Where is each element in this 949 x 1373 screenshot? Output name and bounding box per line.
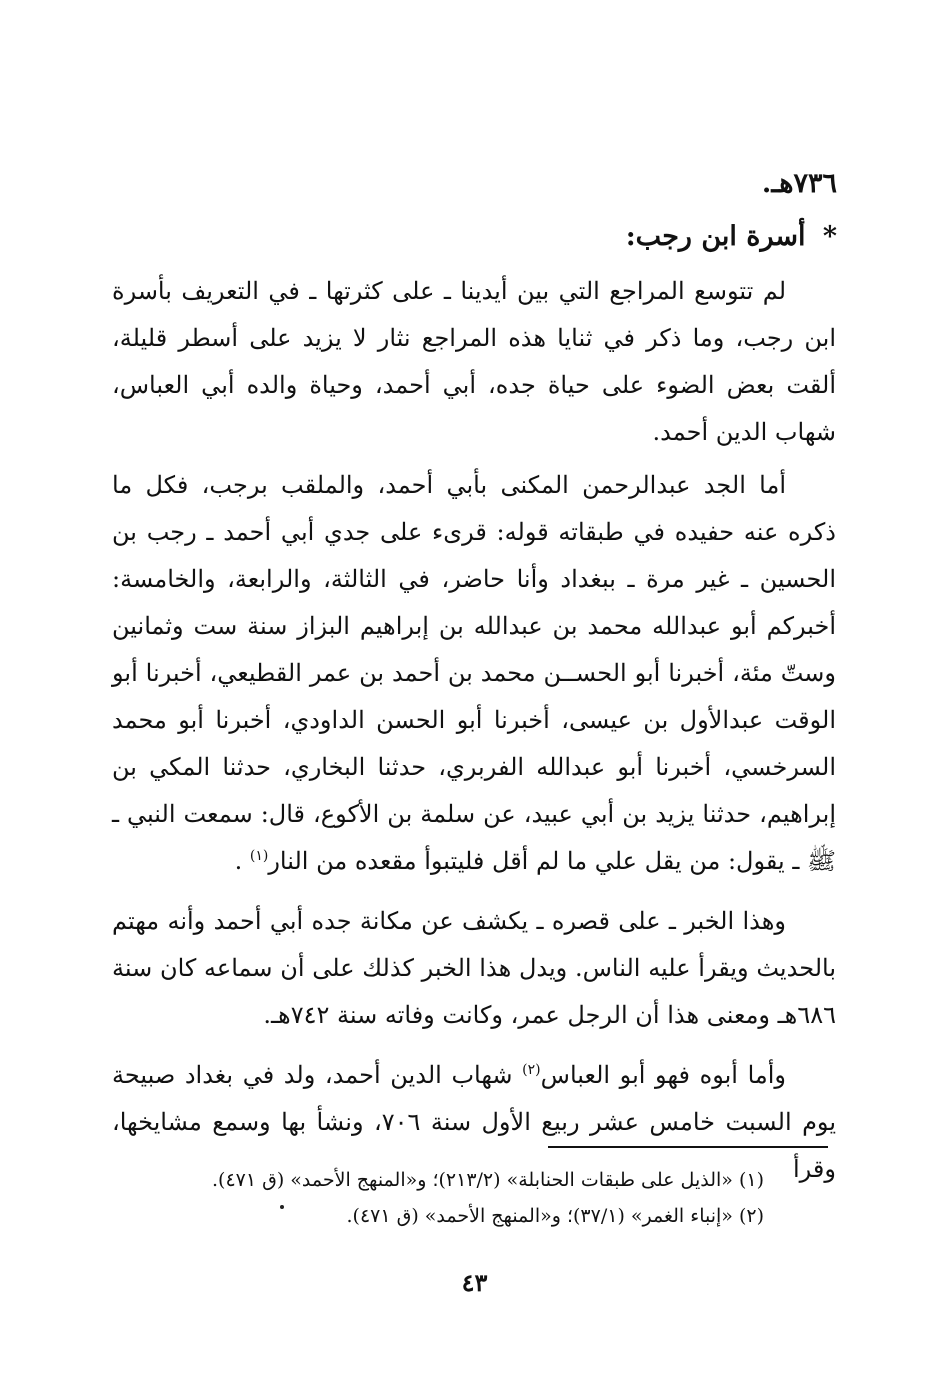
paragraph-text: وهذا الخبر ـ على قصره ـ يكشف عن مكانة جده أبي أحمد وأنه مهتم بالحديث ويقرأ عليه الناس. ويدل هذا الخبر كذلك على أن سماعه كان سنة ٦٨٦هـ ومعنى هذا أن الرجل عمر، وكانت وفاته سنة ٧٤٢هـ. [112, 907, 836, 1029]
page-number: ٤٣ [461, 1268, 488, 1297]
paragraph-text [112, 462, 836, 885]
footnote-ref-2: (٢) [522, 1062, 541, 1078]
paragraph-body-rest: شهاب الدين أحمد، ولد في بغداد صبيحة يوم السبت خامس عشر ربيع الأول سنة ٧٠٦، ونشأ بها وسمع مشايخها، وقرأ [112, 1061, 837, 1183]
section-heading-text: أسرة ابن رجب: [625, 221, 806, 252]
footnote-1: (١) «الذيل على طبقات الحنابلة» (٢١٣/٢)؛ و«المنهج الأحمد» (ق ٤٧١). [212, 1169, 764, 1191]
paragraph-end: . [234, 847, 250, 875]
paragraph-body-start: وأما أبوه فهو أبو العباس [540, 1061, 787, 1089]
star-icon: * [822, 221, 837, 252]
footnotes [114, 1162, 764, 1234]
underline-mark [548, 1146, 828, 1148]
scan-dot [280, 1205, 284, 1209]
paragraph-text: لم تتوسع المراجع التي بين أيدينا ـ على كثرتها ـ في التعريف بأسرة ابن رجب، وما ذكر في ثنايا هذه المراجع نثار لا يزيد على أسطر قليلة، ألقت بعض الضوء على حياة جده، أبي أحمد، وحياة والده أبي العباس، شهاب الدين أحمد. [112, 277, 837, 446]
year-line: ٧٣٦هـ. [761, 168, 837, 199]
paragraph-body: أما الجد عبدالرحمن المكنى بأبي أحمد، والملقب برجب، فكل ما ذكره عنه حفيده في طبقاته قوله: قرىء على جدي أبي أحمد ـ رجب بن الحسين ـ غير مرة ـ ببغداد وأنا حاضر، في الثالثة، والرابعة، والخامسة: أخبركم أبو عبدالله محمد بن عبدالله بن إبراهيم البزاز سنة ست وثمانين وستّ مئة، أخبرنا أبو الحســن محمد بن أحمد بن عمر القطيعي، أخبرنا أبو الوقت عبدالأول بن عيسى، أخبرنا أبو الحسن الداودي، أخبرنا أبو محمد السرخسي، أخبرنا أبو عبدالله الفربري، حدثنا البخاري، حدثنا المكي بن إبراهيم، حدثنا يزيد بن أبي عبيد، عن سلمة بن الأكوع، قال: سمعت النبي ـ ﷺ ـ يقول: من يقل علي ما لم أقل فليتبوأ مقعده من النار [112, 471, 836, 875]
footnote-2: (٢) «إنباء الغمر» (٣٧/١)؛ و«المنهج الأحمد» (ق ٤٧١). [346, 1205, 764, 1227]
section-heading [626, 216, 837, 258]
paragraph-grandfather [112, 462, 836, 885]
paragraph-family [112, 268, 836, 456]
paragraph-hadith-comment [112, 898, 836, 1039]
footnote-ref-1: (١) [249, 848, 269, 864]
